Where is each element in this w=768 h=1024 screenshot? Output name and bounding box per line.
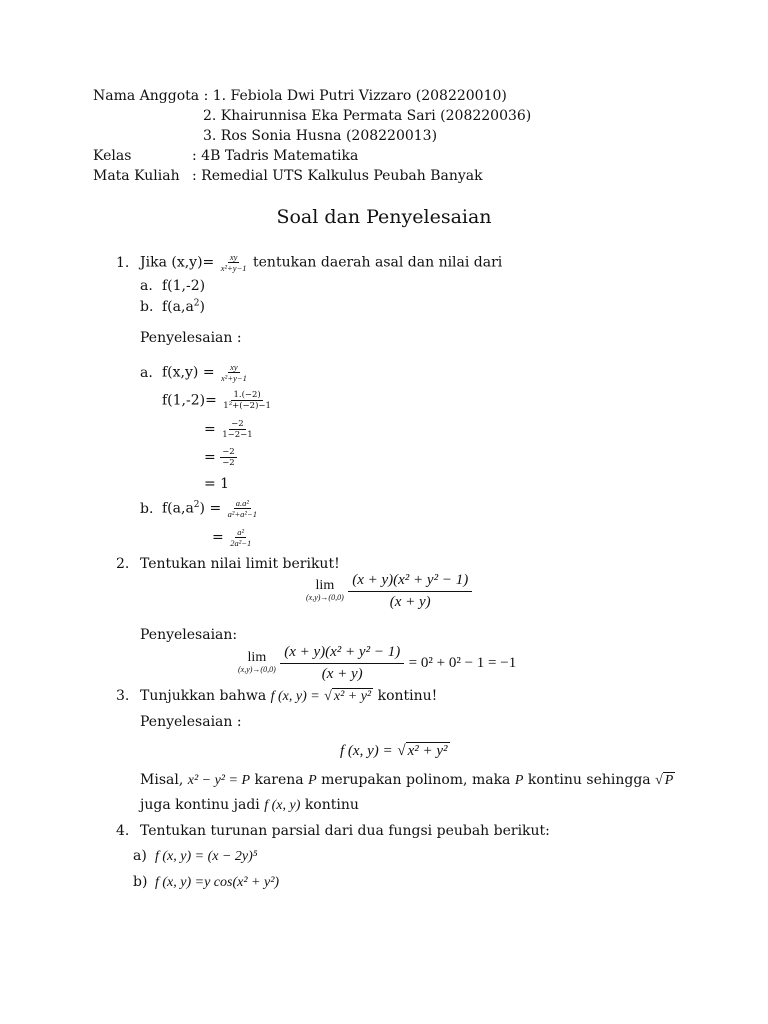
- q1-sol-a-line4: [204, 447, 237, 468]
- q1-statement: [116, 252, 502, 273]
- q1-sol-a4-num: −2: [222, 447, 235, 457]
- page-title: Soal dan Penyelesaian: [276, 206, 492, 228]
- q1-frac-den: x²+y−1: [220, 263, 247, 273]
- course-value: : Remedial UTS Kalkulus Peubah Banyak: [192, 168, 483, 184]
- q1-sol-b2-den: 2a²−1: [230, 538, 252, 548]
- member-1: 1. Febiola Dwi Putri Vizzaro (208220010): [212, 88, 507, 104]
- q4-a-expr: f (x, y) = (x − 2y)⁵: [155, 849, 258, 864]
- q3-misal-mid3: kontinu sehingga: [527, 772, 651, 788]
- q1-sol-b-eq: =: [209, 500, 222, 517]
- q2-sol-lim-word: lim: [247, 650, 267, 665]
- q4-item-a: [133, 848, 258, 865]
- q3-conclusion-line: [140, 797, 359, 814]
- q2-text: Tentukan nilai limit berikut!: [140, 556, 340, 572]
- q3-line2-prefix: juga kontinu jadi: [140, 797, 260, 813]
- q3-misal-p1: P: [308, 773, 317, 788]
- q1-b-label: b.: [140, 299, 154, 315]
- q1-sol-b2-frac: [228, 527, 253, 548]
- q1-sol-a4-den: −2: [222, 458, 235, 468]
- q2-result: = 0² + 0² − 1 = −1: [408, 655, 517, 671]
- q1-sol-a-line2: [162, 390, 273, 411]
- q3-radicand: x² + y²: [333, 689, 372, 704]
- q1-sol-b2-eq: =: [212, 529, 224, 546]
- q2-sol-lim-sub: (x,y)→(0,0): [238, 665, 276, 674]
- q1-sol-a-label: a.: [140, 364, 153, 381]
- member-2: 2. Khairunnisa Eka Permata Sari (208220036): [203, 108, 532, 124]
- q1-sol-a-line3: [204, 419, 255, 440]
- q1-sol-a-eq: =: [202, 364, 215, 381]
- q1-sol-a2-num: 1.(−2): [233, 390, 261, 400]
- q1-fraction: [219, 252, 249, 273]
- q3-misal-prefix: Misal,: [140, 772, 184, 788]
- class-value: : 4B Tadris Matematika: [192, 148, 359, 164]
- q4-text: Tentukan turunan parsial dari dua fungsi peubah berikut:: [140, 823, 550, 839]
- q3-line2-fn: f (x, y): [264, 798, 301, 813]
- q1-sol-a-den: x²+y−1: [221, 373, 247, 383]
- q1-sol-a-frac: [219, 362, 249, 383]
- q1-sol-a2-frac: [221, 390, 273, 411]
- q1-sol-b-line1: [140, 498, 259, 519]
- q1-sol-a3-num: −2: [231, 419, 244, 429]
- q1-sol-b2-num: a²: [237, 527, 245, 537]
- q2-lim-sub: (x,y)→(0,0): [306, 593, 344, 602]
- q3-misal-line: [140, 772, 675, 789]
- q1-sol-b-den: a²+a²−1: [227, 509, 257, 519]
- q1-b-sup: 2: [193, 298, 200, 309]
- q3-misal-p2: P: [514, 773, 524, 788]
- q1-sol-a-line5: = 1: [204, 476, 230, 492]
- q3-sol-sqrt: √ x² + y²: [397, 743, 448, 759]
- q3-prefix: Tunjukkan bahwa: [140, 688, 267, 704]
- q2-frac-num: (x + y)(x² + y² − 1): [348, 570, 472, 592]
- q4-b-label: b): [133, 874, 148, 890]
- q3-fn: f (x, y) =: [270, 689, 320, 704]
- q3-solution-expr: [340, 741, 450, 760]
- q1-frac-num: xy: [229, 252, 238, 262]
- q2-limit-expr: [306, 570, 472, 612]
- q1-solution-label: Penyelesaian :: [140, 330, 242, 346]
- q1-sol-b-num: a.a²: [235, 498, 249, 508]
- q2-lim-word: lim: [315, 578, 335, 593]
- q1-sol-a3-den: 1−2−1: [222, 430, 253, 440]
- q2-sol-lim: [238, 651, 276, 675]
- q3-misal-mid2: merupakan polinom, maka: [321, 772, 511, 788]
- q1-sol-b-frac: [226, 498, 259, 519]
- q1-sol-a3-frac: [220, 419, 254, 440]
- q3-sol-fn: f (x, y) =: [340, 743, 393, 759]
- q4-a-label: a): [133, 848, 147, 864]
- q3-statement: [116, 688, 437, 705]
- q1-sol-a3-eq: =: [204, 421, 216, 438]
- q3-sqrt-p-radicand: P: [664, 773, 674, 788]
- q1-item-a: [140, 278, 205, 294]
- q1-sol-b-lhs: f(a,a: [162, 500, 194, 517]
- q3-solution-label: Penyelesaian :: [140, 714, 242, 730]
- q1-sol-a4-frac: [220, 447, 237, 468]
- members-label-row: Nama Anggota : 1. Febiola Dwi Putri Vizzaro (208220010): [93, 88, 507, 104]
- q2-sol-frac-den: (x + y): [321, 666, 363, 682]
- q1-sol-a-lhs: f(x,y): [162, 364, 199, 381]
- q2-solution-label: Penyelesaian:: [140, 627, 238, 643]
- q1-sol-a-num: xy: [230, 362, 238, 372]
- q3-sqrt: √ x² + y²: [324, 689, 372, 704]
- q2-number: 2.: [116, 556, 130, 572]
- q1-sol-b-label: b.: [140, 500, 154, 517]
- q2-sol-frac-num: (x + y)(x² + y² − 1): [280, 642, 404, 664]
- q3-suffix: kontinu!: [377, 688, 438, 704]
- q1-sol-a2-lhs: f(1,-2)=: [162, 392, 217, 409]
- q2-frac-den: (x + y): [389, 594, 431, 610]
- q1-a-text: f(1,-2): [162, 278, 206, 294]
- q1-item-b: [140, 299, 205, 315]
- q4-item-b: [133, 874, 279, 891]
- course-label: Mata Kuliah: [93, 168, 180, 184]
- q2-frac: [348, 570, 472, 612]
- q4-b-expr: f (x, y) =y cos(x² + y²): [155, 875, 280, 890]
- q1-sol-a2-den: 1²+(−2)−1: [223, 401, 271, 411]
- q2-lim: [306, 579, 344, 603]
- q1-sol-b-sup: 2: [193, 499, 200, 510]
- q4-statement: [116, 823, 550, 839]
- q3-number: 3.: [116, 688, 130, 704]
- member-3: 3. Ros Sonia Husna (208220013): [203, 128, 438, 144]
- q2-sol-frac: [280, 642, 404, 684]
- q1-prefix: Jika (x,y)=: [140, 254, 215, 271]
- q4-number: 4.: [116, 823, 130, 839]
- class-label: Kelas: [93, 148, 132, 164]
- q1-sol-a-line1: [140, 362, 249, 383]
- q3-sqrt-p: √ P: [655, 773, 674, 788]
- q1-sol-b-close: ): [199, 500, 205, 517]
- q3-sol-radicand: x² + y²: [407, 743, 448, 759]
- q2-solution-expr: [238, 642, 516, 684]
- q1-number: 1.: [116, 254, 130, 271]
- q1-sol-b-line2: [212, 527, 253, 548]
- q1-sol-a4-eq: =: [204, 449, 216, 466]
- q1-suffix: tentukan daerah asal dan nilai dari: [253, 254, 503, 271]
- q3-line2-suffix: kontinu: [304, 797, 359, 813]
- q1-b-close: ): [199, 299, 205, 315]
- q3-misal-mid1: karena: [254, 772, 304, 788]
- q3-misal-expr: x² − y² = P: [187, 773, 251, 788]
- q1-b-text: f(a,a: [162, 299, 194, 315]
- q1-a-label: a.: [140, 278, 153, 294]
- members-label: Nama Anggota: [93, 88, 200, 104]
